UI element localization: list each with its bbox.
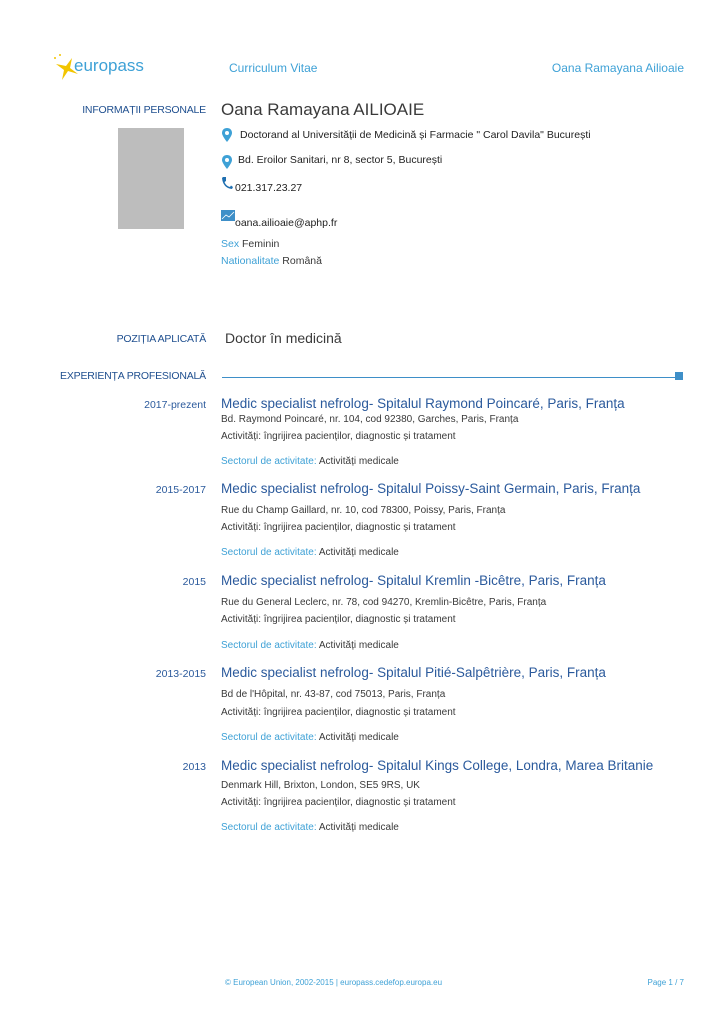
location-pin-icon — [221, 128, 233, 142]
sector-label: Sectorul de activitate: — [221, 640, 317, 651]
job-address: Denmark Hill, Brixton, London, SE5 9RS, UK — [221, 780, 420, 791]
job-date: 2013 — [182, 761, 206, 773]
address: Bd. Eroilor Sanitari, nr 8, sector 5, București — [238, 154, 443, 166]
section-divider — [222, 377, 677, 378]
sector-value: Activități medicale — [318, 547, 399, 558]
sector-value: Activități medicale — [318, 732, 399, 743]
job-date: 2017-prezent — [144, 399, 206, 411]
page-number: Page 1 / 7 — [647, 978, 684, 987]
job-sector — [221, 822, 399, 833]
job-sector — [221, 456, 399, 467]
location-pin-icon — [221, 155, 233, 169]
job-sector — [221, 732, 399, 743]
header-person-name: Oana Ramayana Ailioaie — [551, 61, 684, 75]
doc-title: Curriculum Vitae — [229, 61, 318, 75]
sector-label: Sectorul de activitate: — [221, 732, 317, 743]
job-title: Medic specialist nefrolog- Spitalul Pitié-Salpêtrière, Paris, Franța — [221, 665, 606, 680]
phone-icon — [221, 176, 233, 190]
job-address: Rue du General Leclerc, nr. 78, cod 94270, Kremlin-Bicêtre, Paris, Franța — [221, 597, 547, 608]
footer-copyright: © European Union, 2002-2015 | europass.cedefop.europa.eu — [225, 978, 443, 987]
job-activities: Activități: îngrijirea pacienților, diagnostic și tratament — [221, 431, 456, 442]
sex-value: Feminin — [242, 238, 280, 250]
job-address: Bd. Raymond Poincaré, nr. 104, cod 92380, Garches, Paris, Franța — [221, 414, 519, 425]
phone: 021.317.23.27 — [235, 182, 303, 194]
sex-label: Sex — [221, 238, 240, 250]
job-title: Medic specialist nefrolog- Spitalul Poissy-Saint Germain, Paris, Franța — [221, 481, 641, 496]
job-activities: Activități: îngrijirea pacienților, diagnostic și tratament — [221, 522, 456, 533]
sector-label: Sectorul de activitate: — [221, 547, 317, 558]
email-icon — [221, 210, 235, 221]
job-date: 2015 — [182, 576, 206, 588]
job-sector — [221, 547, 399, 558]
sector-label: Sectorul de activitate: — [221, 456, 317, 467]
job-date: 2013-2015 — [155, 668, 206, 680]
position-applied: Doctor în medicină — [225, 330, 342, 346]
job-activities: Activități: îngrijirea pacienților, diagnostic și tratament — [221, 797, 456, 808]
job-title: Medic specialist nefrolog- Spitalul Kings College, Londra, Marea Britanie — [221, 758, 654, 773]
job-activities: Activități: îngrijirea pacienților, diagnostic și tratament — [221, 707, 456, 718]
job-sector — [221, 640, 399, 651]
affiliation: Doctorand al Universității de Medicină și Farmacie " Carol Davila" București — [240, 129, 591, 141]
europass-logo: europass — [52, 52, 152, 82]
sector-value: Activități medicale — [318, 822, 399, 833]
nationality-label: Nationalitate — [221, 255, 280, 267]
section-label-experience: EXPERIENȚA PROFESIONALĂ — [60, 370, 206, 382]
section-label-position: POZIȚIA APLICATĂ — [116, 333, 206, 345]
job-date: 2015-2017 — [155, 484, 206, 496]
sector-value: Activități medicale — [318, 456, 399, 467]
job-activities: Activități: îngrijirea pacienților, diagnostic și tratament — [221, 614, 456, 625]
job-title: Medic specialist nefrolog- Spitalul Raymond Poincaré, Paris, Franța — [221, 396, 625, 411]
job-address: Rue du Champ Gaillard, nr. 10, cod 78300, Poissy, Paris, Franța — [221, 505, 506, 516]
section-label-personal: INFORMAȚII PERSONALE — [82, 104, 206, 116]
sex-row — [221, 238, 279, 250]
sector-label: Sectorul de activitate: — [221, 822, 317, 833]
photo-placeholder — [118, 128, 184, 229]
sector-value: Activități medicale — [318, 640, 399, 651]
job-title: Medic specialist nefrolog- Spitalul Kremlin -Bicêtre, Paris, Franța — [221, 573, 606, 588]
nationality-row — [221, 255, 322, 267]
email-link[interactable]: oana.ailioaie@aphp.fr — [235, 217, 338, 229]
divider-square — [675, 372, 683, 380]
job-address: Bd de l'Hôpital, nr. 43-87, cod 75013, Paris, Franța — [221, 689, 446, 700]
person-name: Oana Ramayana AILIOAIE — [221, 100, 425, 119]
nationality-value: Română — [282, 255, 322, 267]
